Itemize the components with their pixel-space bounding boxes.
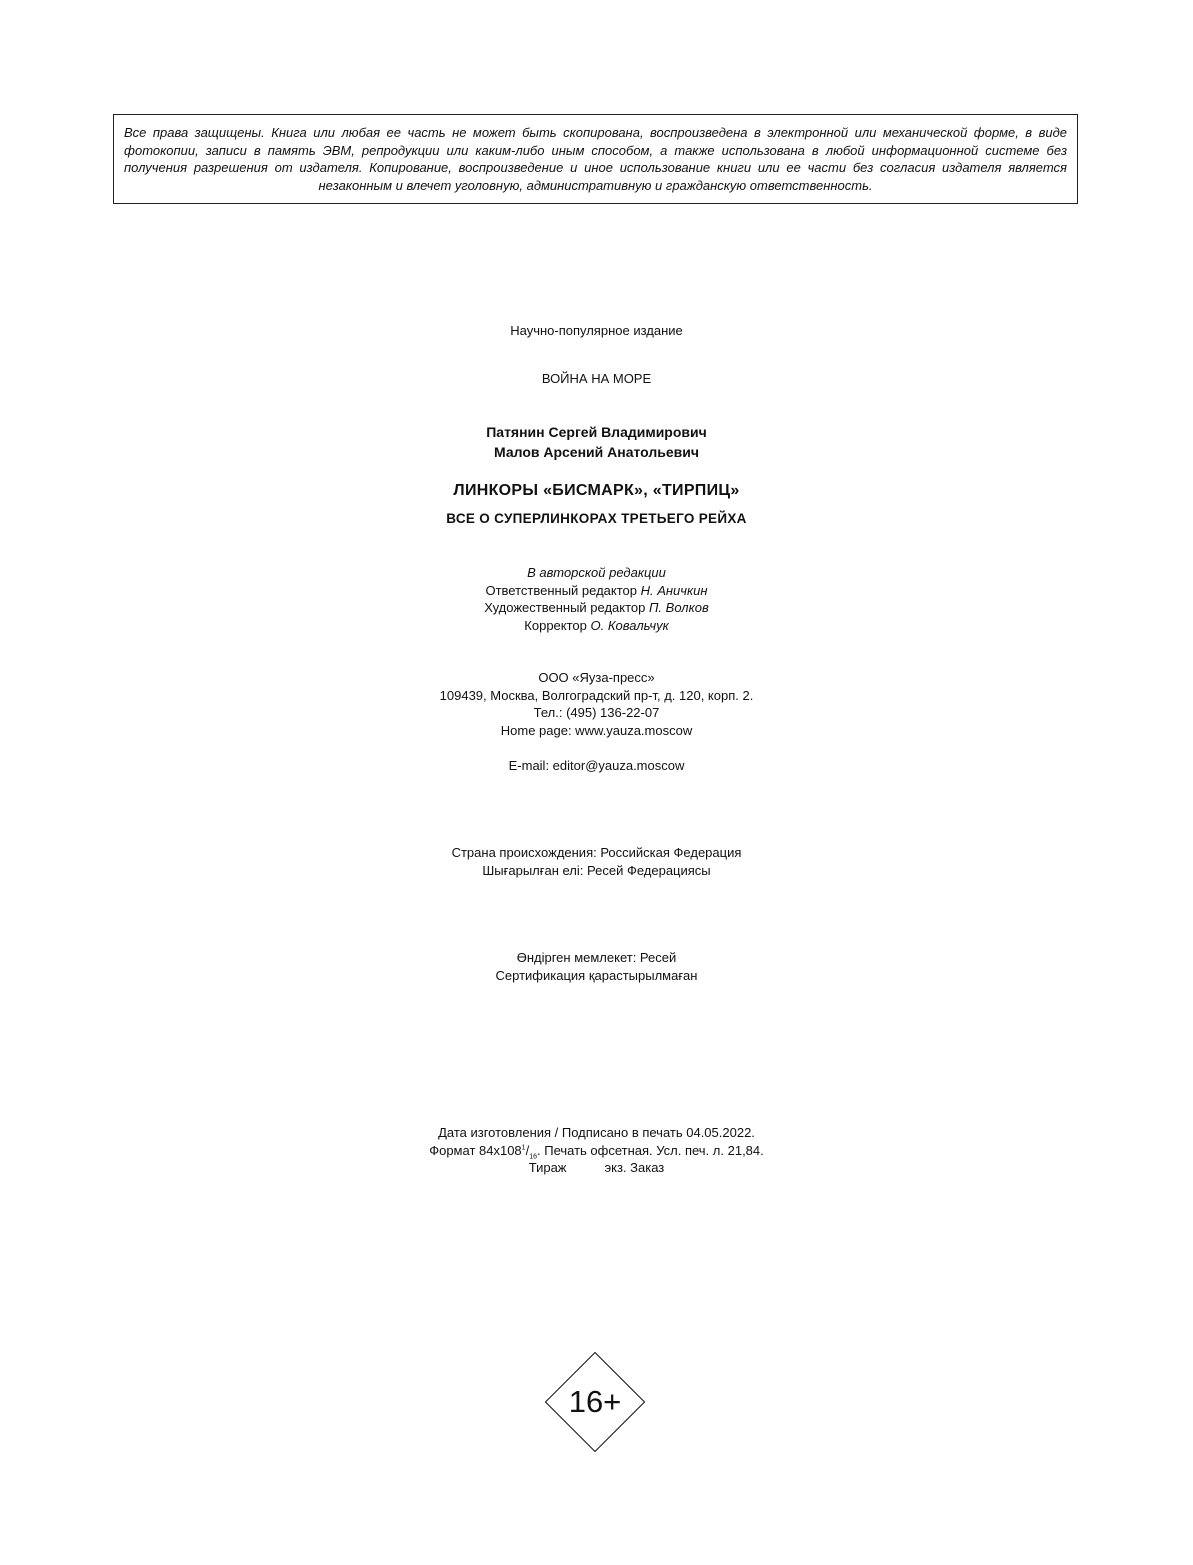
proofreader-name: О. Ковальчук xyxy=(590,617,669,633)
publisher-email xyxy=(0,757,1193,775)
publisher-info xyxy=(0,669,1193,739)
author-2: Малов Арсений Анатольевич xyxy=(493,443,700,460)
origin-country-kz: Шығарылған елі: Ресей Федерациясы xyxy=(482,862,711,878)
copyright-text: Все права защищены. Книга или любая ее часть не может быть скопирована, воспроизведена в электронной или механической форме, в виде фотокопии, записи в память ЭВМ, репродукции или каким-либо иным способом, а также использована в любой информационной системе без получения разрешения от издателя. Копирование, воспроизведение и иное использование книги или ее части без согласия издателя является незаконным и влечет уголовную, административную и гражданскую ответственность. xyxy=(124,125,1067,193)
responsible-editor-name: Н. Аничкин xyxy=(640,582,708,598)
copies-order-label: экз. Заказ xyxy=(604,1160,665,1175)
authors xyxy=(0,423,1193,462)
edition-note: В авторской редакции xyxy=(527,565,666,580)
publisher-phone: Тел.: (495) 136-22-07 xyxy=(533,705,660,720)
publisher-address: 109439, Москва, Волгоградский пр-т, д. 120, корп. 2. xyxy=(439,687,754,703)
book-subtitle xyxy=(0,510,1193,528)
art-editor-label: Художественный редактор xyxy=(484,600,646,615)
print-format xyxy=(0,1142,1193,1160)
age-rating-text: 16+ xyxy=(568,1384,622,1419)
proofreader-label: Корректор xyxy=(524,617,587,633)
copyright-notice xyxy=(113,114,1078,204)
series-name xyxy=(0,370,1193,388)
edition-type-text: Научно-популярное издание xyxy=(510,323,683,338)
art-editor xyxy=(0,599,1193,617)
origin-info xyxy=(0,844,1193,879)
proofreader xyxy=(0,617,1193,635)
format-numerator: 1 xyxy=(521,1144,526,1152)
publisher-name: ООО «Яуза-пресс» xyxy=(538,670,655,685)
print-date: Дата изготовления / Подписано в печать 04.05.2022. xyxy=(438,1125,755,1140)
publisher-homepage: Home page: www.yauza.moscow xyxy=(500,722,693,738)
responsible-editor xyxy=(0,582,1193,600)
age-rating-badge xyxy=(545,1352,645,1452)
credits xyxy=(0,564,1193,634)
producer-country-kz: Өндірген мемлекет: Ресей xyxy=(516,950,677,965)
kz-info xyxy=(0,949,1193,984)
format-denominator: 16 xyxy=(529,1153,537,1161)
print-run-label: Тираж xyxy=(528,1160,567,1175)
edition-type xyxy=(0,322,1193,340)
responsible-editor-label: Ответственный редактор xyxy=(485,582,637,598)
certification-kz: Сертификация қарастырылмаған xyxy=(495,967,698,983)
book-title-text: ЛИНКОРЫ «БИСМАРК», «ТИРПИЦ» xyxy=(453,482,740,499)
publisher-email-text: E-mail: editor@yauza.moscow xyxy=(508,758,685,773)
print-run xyxy=(0,1159,1193,1177)
format-prefix: Формат 84x108 xyxy=(429,1142,522,1158)
format-suffix: . Печать офсетная. Усл. печ. л. 21,84. xyxy=(537,1142,764,1158)
series-text: ВОЙНА НА МОРЕ xyxy=(541,371,652,386)
origin-country: Страна происхождения: Российская Федерация xyxy=(451,845,742,860)
author-1: Патянин Сергей Владимирович xyxy=(486,424,707,440)
art-editor-name: П. Волков xyxy=(649,600,709,615)
print-info xyxy=(0,1124,1193,1177)
book-subtitle-text: ВСЕ О СУПЕРЛИНКОРАХ ТРЕТЬЕГО РЕЙХА xyxy=(446,511,747,526)
format-slash: / xyxy=(525,1142,530,1158)
book-title xyxy=(0,482,1193,500)
